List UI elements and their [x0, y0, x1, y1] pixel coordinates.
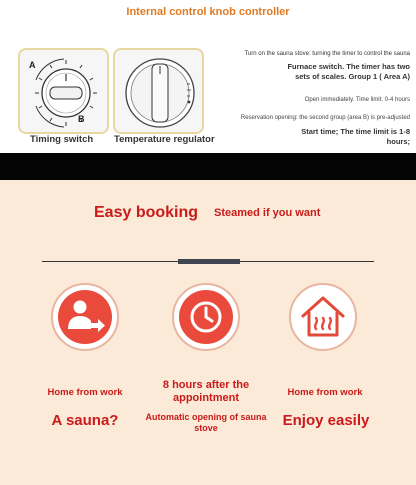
timing-switch-image — [18, 48, 109, 134]
divider-line-right — [240, 261, 374, 262]
page-title: Internal control knob controller — [126, 6, 290, 18]
timing-switch-label: Timing switch — [30, 134, 94, 145]
feature-icon-2 — [172, 283, 240, 351]
description-line-1: Turn on the sauna stove: turning the timer to control the sauna — [244, 51, 410, 57]
feature-3-subcaption: Enjoy easily — [282, 412, 370, 429]
feature-2-subcaption: Automatic opening of sauna stove — [145, 412, 267, 433]
feature-icon-3 — [289, 283, 357, 351]
description-line-5: Start time; The time limit is 1-8 hours; — [301, 127, 410, 146]
divider-bar — [178, 259, 240, 264]
divider-line-left — [42, 261, 178, 262]
feature-1-subcaption: A sauna? — [51, 412, 119, 429]
feature-3-caption: Home from work — [287, 387, 363, 398]
marker-a: A — [29, 60, 36, 70]
feature-1-caption: Home from work — [47, 387, 123, 398]
description-line-3: Open immediately. Time limit: 0-4 hours — [304, 97, 410, 103]
temperature-regulator-label: Temperature regulator — [114, 134, 215, 145]
booking-headline: Easy booking — [94, 204, 199, 221]
description-line-4: Reservation opening: the second group (area B) is pre-adjusted — [240, 115, 410, 121]
booking-section — [0, 180, 416, 485]
temperature-knob-icon — [115, 50, 206, 136]
top-section — [0, 0, 416, 153]
description-line-2: Furnace switch. The timer has two sets of scales. Group 1 ( Area A) — [287, 62, 410, 81]
clock-icon — [174, 285, 238, 349]
person-arrow-icon — [53, 285, 117, 349]
temperature-regulator-image — [113, 48, 204, 134]
booking-subheadline: Steamed if you want — [214, 207, 321, 219]
house-steam-icon — [291, 285, 355, 349]
black-band — [0, 153, 416, 180]
feature-icon-1 — [51, 283, 119, 351]
feature-2-caption: 8 hours after the appointment — [162, 379, 250, 404]
marker-b: B — [78, 114, 85, 124]
